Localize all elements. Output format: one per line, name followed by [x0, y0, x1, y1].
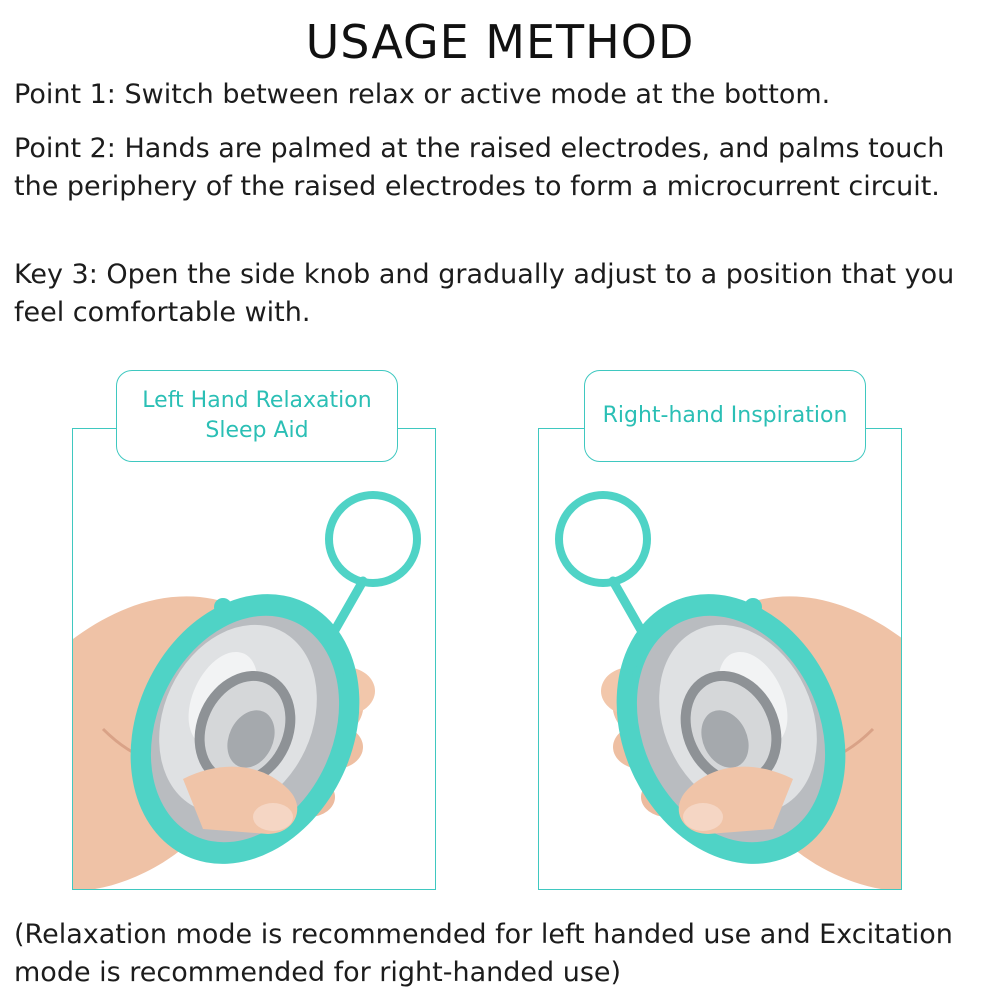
- right-hand-label: [584, 370, 866, 462]
- left-hand-device-image: [73, 429, 436, 890]
- point-1-text: Point 1: Switch between relax or active mode at the bottom.: [14, 79, 831, 110]
- right-hand-device-image: [539, 429, 902, 890]
- page-title: USAGE METHOD: [305, 15, 695, 69]
- left-hand-label: [116, 370, 398, 462]
- key-3-text: Key 3: Open the side knob and gradually adjust to a position that you feel comfortable with.: [14, 259, 955, 328]
- footnote: (Relaxation mode is recommended for left handed use and Excitation mode is recommended for right-handed use): [14, 919, 953, 988]
- point-2-text: Point 2: Hands are palmed at the raised electrodes, and palms touch the periphery of the raised electrodes to form a microcurrent circuit.: [14, 133, 945, 202]
- right-hand-label-text: Right-hand Inspiration: [602, 403, 848, 428]
- right-hand-panel: [538, 428, 902, 890]
- left-hand-panel: [72, 428, 436, 890]
- left-hand-label-text: Left Hand Relaxation Sleep Aid: [142, 388, 372, 443]
